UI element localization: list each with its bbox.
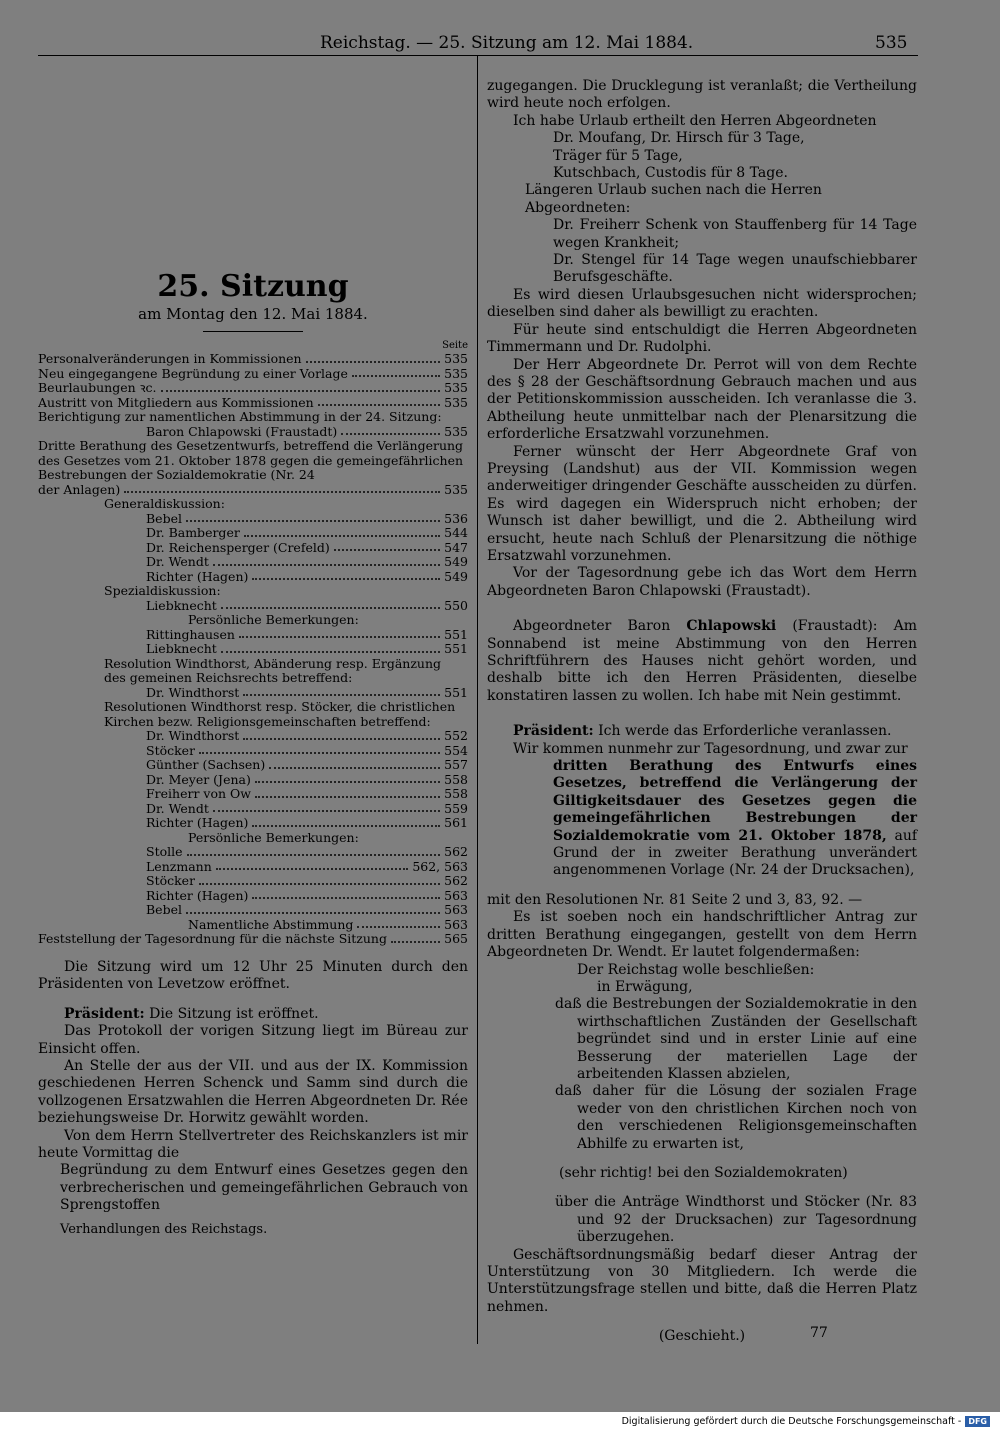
- toc-entry-text: Stöcker: [146, 743, 196, 758]
- urlaub-item: Dr. Stengel für 14 Tage wegen unaufschiebbarer Berufsgeschäfte.: [553, 252, 917, 286]
- urlaub-line: Träger für 5 Tage,: [553, 147, 683, 164]
- toc-entry: [38, 526, 468, 541]
- toc-entry-text: Personalveränderungen in Kommissionen: [38, 352, 302, 367]
- toc-entry: [38, 570, 468, 585]
- toc-entry: [38, 845, 468, 860]
- toc-entry-text: Bebel: [146, 903, 182, 918]
- toc-dot-leader: [199, 752, 440, 754]
- toc-entry: [38, 599, 468, 614]
- toc-dot-leader: [243, 738, 440, 740]
- toc-entry: [38, 744, 468, 759]
- toc-dot-leader: [252, 897, 440, 899]
- toc-entry-text: Dr. Wendt: [146, 801, 209, 816]
- toc-entry-text: Bebel: [146, 511, 182, 526]
- toc-dot-leader: [199, 883, 440, 885]
- toc-page-number: 544: [444, 525, 468, 541]
- toc-dot-leader: [255, 781, 440, 783]
- protokoll-paragraph: Das Protokoll der vorigen Sitzung liegt im Büreau zur Einsicht offen.: [38, 1023, 468, 1057]
- paragraph-vor-tagesordnung: Vor der Tagesordnung gebe ich das Wort dem Herrn Abgeordneten Baron Chlapowski (Fraustadt).: [487, 565, 917, 599]
- toc-entry: [38, 831, 468, 846]
- toc-entry-text: Dr. Windthorst: [146, 685, 240, 700]
- toc-page-number: 563: [444, 887, 468, 903]
- toc-entry: [38, 425, 468, 440]
- toc-entry-text: Lenzmann: [146, 859, 212, 874]
- toc-page-number: 563: [444, 902, 468, 918]
- toc-entry: [38, 918, 468, 933]
- paragraph-perrot: Der Herr Abgeordnete Dr. Perrot will von dem Rechte des § 28 der Geschäftsordnung Gebrauch machen und aus der Petitionskommission ausscheiden. Ich veranlasse die 3. Abtheilung heute unmittelbar nach der Plenarsitzung die erforderliche Ersatzwahl vorzunehmen.: [487, 356, 917, 443]
- paragraph-praesident: Präsident: Ich werde das Erforderliche veranlassen.: [513, 723, 892, 740]
- toc-page-number: 559: [444, 800, 468, 816]
- begruendung-paragraph: Begründung zu dem Entwurf eines Gesetzes gegen den verbrecherischen und gemeingefährlichen Gebrauch von Sprengstoffen: [60, 1162, 468, 1214]
- toc-entry-text: Rittinghausen: [146, 627, 235, 642]
- toc-entry-text: des gemeinen Reichsrechts betreffend:: [104, 670, 353, 686]
- quote-line: Der Reichstag wolle beschließen:: [577, 961, 815, 978]
- toc-entry-text: Spezialdiskussion:: [104, 583, 221, 599]
- toc-dot-leader: [255, 796, 440, 798]
- footer-verhandlungen: Verhandlungen des Reichstags.: [60, 1221, 268, 1237]
- toc-entry: [38, 903, 468, 918]
- toc-dot-leader: [221, 651, 440, 653]
- toc-entry: [38, 454, 468, 483]
- praesident-paragraph: Präsident: Die Sitzung ist eröffnet.: [64, 1005, 319, 1022]
- toc-entry-text: Liebknecht: [146, 598, 217, 613]
- toc-entry-text: des Gesetzes vom 21. Oktober 1878 gegen die gemeingefährlichen Bestrebungen der Sozialdemokratie (Nr. 24: [38, 452, 464, 483]
- speaker-label: Präsident:: [64, 1005, 145, 1022]
- toc-dot-leader: [252, 578, 440, 580]
- toc-dot-leader: [391, 941, 440, 943]
- column-divider: [477, 56, 478, 1344]
- right-column: [487, 78, 917, 1346]
- toc-page-number: 562: [444, 873, 468, 889]
- toc-page-number: 558: [444, 786, 468, 802]
- toc-page-number: 547: [444, 539, 468, 555]
- ersatzwahl-paragraph: An Stelle der aus der VII. und aus der IX. Kommission geschiedenen Herren Schenck und Samm sind durch die vollzogenen Ersatzwahlen die Herren Abgeordneten Dr. Rée beziehungsweise Dr. Horwitz gewählt worden.: [38, 1057, 468, 1127]
- paragraph-bewilligt: Es wird diesen Urlaubsgesuchen nicht widersprochen; dieselben sind daher als bewilligt zu erachten.: [487, 286, 917, 321]
- toc-entry: [38, 584, 468, 599]
- toc-entry-text: Beurlaubungen ꝛc.: [38, 381, 157, 396]
- toc-entry-text: Neu eingegangene Begründung zu einer Vorlage: [38, 366, 348, 381]
- toc-entry: [38, 483, 468, 498]
- toc-page-number: 535: [444, 365, 468, 381]
- toc-entry: [38, 555, 468, 570]
- paragraph-unterstuetzung: Geschäftsordnungsmäßig bedarf dieser Antrag der Unterstützung von 30 Mitgliedern. Ich werde die Unterstützungsfrage stellen und bitte, daß die Herren Platz nehmen.: [487, 1246, 917, 1315]
- title-rule: [203, 331, 303, 332]
- toc-entry: [38, 642, 468, 657]
- toc-entry-text: der Anlagen): [38, 482, 121, 497]
- toc-entry-text: Kirchen bezw. Religionsgemeinschaften betreffend:: [104, 713, 431, 729]
- toc-entry-text: Dr. Reichensperger (Crefeld): [146, 540, 330, 555]
- toc-dot-leader: [341, 433, 440, 435]
- interjection-geschieht: (Geschieht.): [658, 1328, 746, 1345]
- paragraph-resolutionen: mit den Resolutionen Nr. 81 Seite 2 und 3, 83, 92. —: [487, 891, 863, 908]
- paragraph-chlapowski: Abgeordneter Baron Chlapowski (Fraustadt): Am Sonnabend ist meine Abstimmung von den Herren Schriftführern des Hauses nicht gehört worden, und deshalb bitte ich den Herren Präsidenten, dieselbe konstatiren lassen zu wollen. Ich habe mit Nein gestimmt.: [487, 618, 918, 704]
- toc-entry-text: Dritte Berathung des Gesetzentwurfs, betreffend die Verlängerung: [38, 438, 464, 454]
- speaker-label: Präsident:: [513, 723, 594, 740]
- toc-dot-leader: [352, 375, 440, 377]
- toc-dot-leader: [357, 926, 440, 928]
- toc-dot-leader: [213, 564, 440, 566]
- toc-entry-text: Richter (Hagen): [146, 888, 249, 903]
- toc-entry: [38, 367, 468, 382]
- toc-dot-leader: [187, 854, 441, 856]
- toc-page-number: 549: [444, 568, 468, 584]
- quote-clause: daß die Bestrebungen der Sozialdemokratie in den wirthschaftlichen Zuständen der Gesellschaft begründet sind und in erster Linie auf eine Besserung der materiellen Lage der arbeitenden Klassen abzielen,: [555, 996, 917, 1082]
- opening-paragraph: Die Sitzung wird um 12 Uhr 25 Minuten durch den Präsidenten von Levetzow eröffnet.: [38, 958, 468, 993]
- paragraph-tagesordnung: Wir kommen nunmehr zur Tagesordnung, und zwar zur: [513, 740, 908, 757]
- toc-page-number: 549: [444, 554, 468, 570]
- toc-entry-text: Generaldiskussion:: [104, 496, 225, 512]
- toc-dot-leader: [124, 491, 440, 493]
- dfg-logo: DFG: [965, 1416, 990, 1427]
- toc-entry-text: Dr. Bamberger: [146, 526, 240, 541]
- digitization-credit: [622, 1416, 990, 1427]
- toc-page-number: 551: [444, 641, 468, 657]
- toc-entry: [38, 396, 468, 411]
- toc-entry: [38, 512, 468, 527]
- toc-entry: [38, 352, 468, 367]
- paragraph-zugegangen: zugegangen. Die Drucklegung ist veranlaßt; die Vertheilung wird heute noch erfolgen.: [487, 78, 917, 112]
- quote-line: in Erwägung,: [597, 978, 693, 995]
- toc-page-number: 563: [444, 916, 468, 932]
- toc-entry-text: Freiherr von Ow: [146, 787, 251, 802]
- toc-dot-leader: [213, 810, 440, 812]
- toc-dot-leader: [252, 825, 440, 827]
- toc-entry-text: Dr. Meyer (Jena): [146, 772, 251, 787]
- toc-entry-text: Stolle: [146, 845, 183, 860]
- session-date: am Montag den 12. Mai 1884.: [138, 305, 368, 323]
- toc-page-number: 535: [444, 380, 468, 396]
- credit-text: Digitalisierung gefördert durch die Deutsche Forschungsgemeinschaft -: [621, 1416, 962, 1427]
- toc-header: Seite: [442, 340, 468, 352]
- toc-entry: [38, 671, 468, 686]
- paragraph-laengerer-urlaub: Längeren Urlaub suchen nach die Herren Abgeordneten:: [525, 182, 822, 216]
- toc-entry: [38, 686, 468, 701]
- header-rule: [38, 55, 918, 56]
- toc-dot-leader: [269, 767, 440, 769]
- toc-entry: [38, 497, 468, 512]
- toc-page-number: 551: [444, 684, 468, 700]
- toc-page-number: 561: [444, 815, 468, 831]
- toc-entry-text: Persönliche Bemerkungen:: [188, 612, 359, 628]
- toc-page-number: 562, 563: [412, 858, 468, 874]
- toc-page-number: 558: [444, 771, 468, 787]
- toc-entry: [38, 802, 468, 817]
- toc-page-number: 550: [444, 597, 468, 613]
- toc-entry: [38, 613, 468, 628]
- toc-entry-text: Günther (Sachsen): [146, 758, 266, 773]
- agenda-item: dritten Berathung des Entwurfs eines Gesetzes, betreffend die Verlängerung der Giltigkeitsdauer des Gesetzes gegen die gemeingefährlichen Bestrebungen der Sozialdemokratie vom 21. Oktober 1878, auf Grund der in zweiter Berathung unverändert angenommenen Vorlage (Nr. 24 der Drucksachen),: [553, 758, 918, 879]
- sheet-signature: 77: [810, 1325, 828, 1341]
- toc-dot-leader: [216, 868, 409, 870]
- toc-dot-leader: [239, 636, 440, 638]
- toc-entry: [38, 889, 468, 904]
- toc-dot-leader: [244, 535, 440, 537]
- toc-entry: [38, 715, 468, 730]
- toc-entry-text: Austritt von Mitgliedern aus Kommissionen: [38, 395, 314, 410]
- toc-entry-text: Berichtigung zur namentlichen Abstimmung in der 24. Sitzung:: [38, 409, 442, 425]
- session-title: 25. Sitzung: [157, 269, 349, 304]
- toc-entry-text: Namentliche Abstimmung: [188, 917, 354, 932]
- toc-page-number: 536: [444, 510, 468, 526]
- quote-clause: daß daher für die Lösung der sozialen Frage weder von den christlichen Kirchen noch von den verschiedenen Religionsgemeinschaften Abhilfe zu erwarten ist,: [555, 1083, 917, 1152]
- toc-dot-leader: [243, 694, 440, 696]
- toc-page-number: 554: [444, 742, 468, 758]
- toc-entry: [38, 410, 468, 425]
- toc-dot-leader: [186, 520, 440, 522]
- toc-page-number: 557: [444, 757, 468, 773]
- toc-page-number: 552: [444, 728, 468, 744]
- toc-dot-leader: [186, 912, 440, 914]
- toc-entry: [38, 860, 468, 875]
- toc-entry-text: Resolution Windthorst, Abänderung resp. Ergänzung: [104, 655, 442, 671]
- running-header-title: Reichstag. — 25. Sitzung am 12. Mai 1884.: [320, 33, 694, 53]
- urlaub-line: Kutschbach, Custodis für 8 Tage.: [553, 165, 788, 182]
- quote-clause: über die Anträge Windthorst und Stöcker (Nr. 83 und 92 der Drucksachen) zur Tagesordnung überzugehen.: [555, 1194, 917, 1246]
- toc-entry: [38, 381, 468, 396]
- toc-dot-leader: [306, 361, 441, 363]
- toc-entry: [38, 541, 468, 556]
- toc-entry-text: Liebknecht: [146, 642, 217, 657]
- toc-entry-text: Feststellung der Tagesordnung für die nächste Sitzung: [38, 932, 387, 947]
- toc-page-number: 535: [444, 351, 468, 367]
- paragraph-preysing: Ferner wünscht der Herr Abgeordnete Graf von Preysing (Landshut) aus der VII. Kommission wegen anderweitiger dringender Geschäfte ausscheiden zu dürfen. Es wird dagegen ein Widerspruch nicht erhoben; der Wunsch ist daher bewilligt, und die 2. Abtheilung wird ersucht, heute nach Schluß der Plenarsitzung die nöthige Ersatzwahl vorzunehmen.: [487, 443, 917, 564]
- interjection: (sehr richtig! bei den Sozialdemokraten): [559, 1164, 848, 1181]
- paragraph-antrag: Es ist soeben noch ein handschriftlicher Antrag zur dritten Berathung eingegangen, gestellt von dem Herrn Abgeordneten Dr. Wendt. Er lautet folgendermaßen:: [487, 909, 917, 961]
- urlaub-line: Dr. Moufang, Dr. Hirsch für 3 Tage,: [553, 130, 805, 147]
- table-of-contents: [38, 352, 468, 947]
- paragraph-entschuldigt: Für heute sind entschuldigt die Herren Abgeordneten Timmermann und Dr. Rudolphi.: [487, 321, 917, 356]
- toc-dot-leader: [318, 404, 440, 406]
- toc-page-number: 565: [444, 931, 468, 947]
- toc-entry: [38, 439, 468, 454]
- toc-entry-text: Richter (Hagen): [146, 816, 249, 831]
- speaker-name: Chlapowski: [686, 618, 777, 635]
- toc-page-number: 535: [444, 394, 468, 410]
- toc-entry-text: Baron Chlapowski (Fraustadt): [146, 424, 338, 439]
- toc-entry-text: Stöcker: [146, 874, 196, 889]
- toc-entry-text: Dr. Windthorst: [146, 729, 240, 744]
- toc-entry: [38, 729, 468, 744]
- urlaub-item: Dr. Freiherr Schenk von Stauffenberg für 14 Tage wegen Krankheit;: [553, 217, 917, 251]
- toc-entry: [38, 787, 468, 802]
- stellvertreter-paragraph: Von dem Herrn Stellvertreter des Reichskanzlers ist mir heute Vormittag die: [38, 1127, 468, 1161]
- toc-entry: [38, 758, 468, 773]
- paragraph-urlaub: Ich habe Urlaub ertheilt den Herren Abgeordneten: [513, 112, 877, 129]
- page-number: 535: [875, 33, 908, 53]
- toc-dot-leader: [161, 390, 441, 392]
- toc-page-number: 535: [444, 423, 468, 439]
- toc-entry-text: Richter (Hagen): [146, 569, 249, 584]
- toc-entry: [38, 816, 468, 831]
- toc-entry: [38, 657, 468, 672]
- toc-entry: [38, 700, 468, 715]
- toc-page-number: 551: [444, 626, 468, 642]
- toc-dot-leader: [221, 607, 440, 609]
- toc-entry: [38, 628, 468, 643]
- toc-page-number: 562: [444, 844, 468, 860]
- toc-entry: [38, 773, 468, 788]
- toc-entry-text: Dr. Wendt: [146, 555, 209, 570]
- left-column: [38, 78, 468, 1238]
- toc-entry: [38, 932, 468, 947]
- toc-entry-text: Resolutionen Windthorst resp. Stöcker, die christlichen: [104, 699, 456, 715]
- toc-page-number: 535: [444, 481, 468, 497]
- toc-dot-leader: [334, 549, 440, 551]
- toc-entry-text: Persönliche Bemerkungen:: [188, 829, 359, 845]
- toc-entry: [38, 874, 468, 889]
